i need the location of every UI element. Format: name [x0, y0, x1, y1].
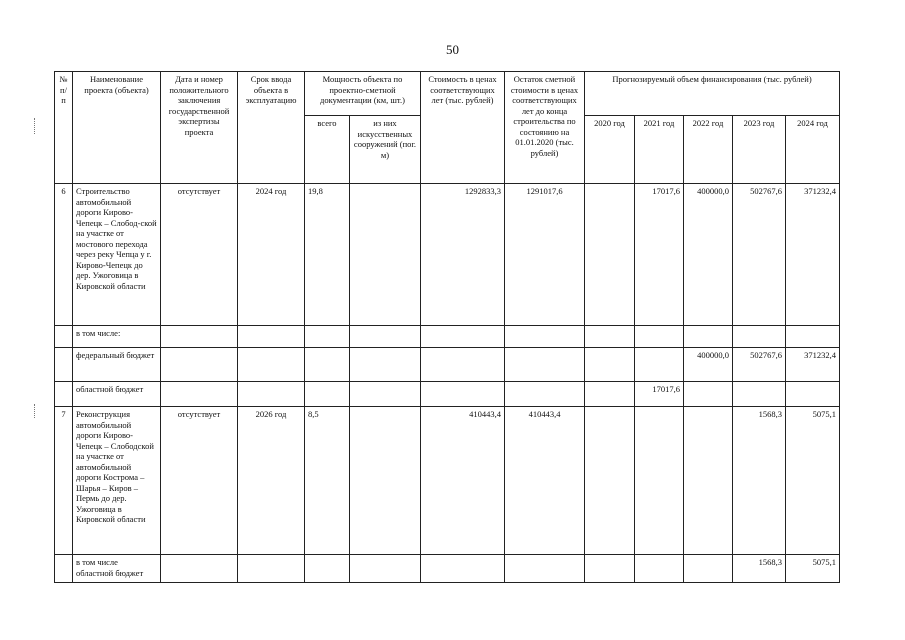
header-name: Наименование проекта (объекта) [73, 72, 161, 184]
row-name: областной бюджет [73, 382, 161, 407]
header-remaining: Остаток сметной стоимости в ценах соответствующих лет до конца строительства по состоянию на 01.01.2020 (тыс. рублей) [505, 72, 585, 184]
row-2024: 5075,1 [786, 407, 840, 555]
header-cost: Стоимость в ценах соответствующих лет (тыс. рублей) [421, 72, 505, 184]
row-name: Строительство автомобильной дороги Кирово-Чепецк – Слобод-ской на участке от мостового перехода через реку Чепца у г. Кирово-Чепецк до дер. Ужоговица в Кировской области [73, 184, 161, 326]
financing-table [54, 71, 840, 583]
page-number: 50 [446, 42, 459, 57]
margin-mark [34, 404, 37, 418]
row-2023: 502767,6 [733, 184, 786, 326]
header-capacity-structures: из них искусственных сооружений (пог. м) [350, 116, 421, 184]
row-capacity-total: 8,5 [305, 407, 350, 555]
header-expertise: Дата и номер положительного заключения государственной экспертизы проекта [161, 72, 238, 184]
header-year-2023: 2023 год [733, 116, 786, 184]
row-name: в том числе областной бюджет [73, 555, 161, 583]
table-row [55, 555, 840, 583]
header-year-2021: 2021 год [635, 116, 684, 184]
header-year-2024: 2024 год [786, 116, 840, 184]
row-capacity-total: 19,8 [305, 184, 350, 326]
header-year-2022: 2022 год [684, 116, 733, 184]
row-expertise: отсутствует [161, 184, 238, 326]
header-num: № п/п [55, 72, 73, 184]
row-commission: 2024 год [238, 184, 305, 326]
row-2022: 400000,0 [684, 348, 733, 382]
row-remaining: 410443,4 [505, 407, 585, 555]
row-cost: 1292833,3 [421, 184, 505, 326]
row-2021: 17017,6 [635, 184, 684, 326]
row-num: 6 [55, 184, 73, 326]
header-year-2020: 2020 год [585, 116, 635, 184]
row-num: 7 [55, 407, 73, 555]
row-2021: 17017,6 [635, 382, 684, 407]
margin-mark [34, 118, 37, 134]
table-row [55, 184, 840, 326]
table-row [55, 382, 840, 407]
row-2023: 1568,3 [733, 555, 786, 583]
row-expertise: отсутствует [161, 407, 238, 555]
row-2024: 371232,4 [786, 184, 840, 326]
row-2024: 371232,4 [786, 348, 840, 382]
row-capacity-structures [350, 407, 421, 555]
row-2023: 1568,3 [733, 407, 786, 555]
row-remaining: 1291017,6 [505, 184, 585, 326]
row-capacity-structures [350, 184, 421, 326]
table-row [55, 348, 840, 382]
row-commission: 2026 год [238, 407, 305, 555]
row-2023: 502767,6 [733, 348, 786, 382]
row-name: федеральный бюджет [73, 348, 161, 382]
row-name: в том числе: [73, 326, 161, 348]
row-2022: 400000,0 [684, 184, 733, 326]
row-2020 [585, 184, 635, 326]
header-commission: Срок ввода объекта в эксплуатацию [238, 72, 305, 184]
row-name: Реконструкция автомобильной дороги Кирово-Чепецк – Слободской на участке от автомобильной дороги Кострома – Шарья – Киров – Пермь до дер. Ужоговица в Кировской области [73, 407, 161, 555]
table-row [55, 407, 840, 555]
header-capacity: Мощность объекта по проектно-сметной документации (км, шт.) [305, 72, 421, 116]
row-2024: 5075,1 [786, 555, 840, 583]
table-row [55, 326, 840, 348]
header-funding: Прогнозируемый объем финансирования (тыс. рублей) [585, 72, 840, 116]
header-capacity-total: всего [305, 116, 350, 184]
row-cost: 410443,4 [421, 407, 505, 555]
